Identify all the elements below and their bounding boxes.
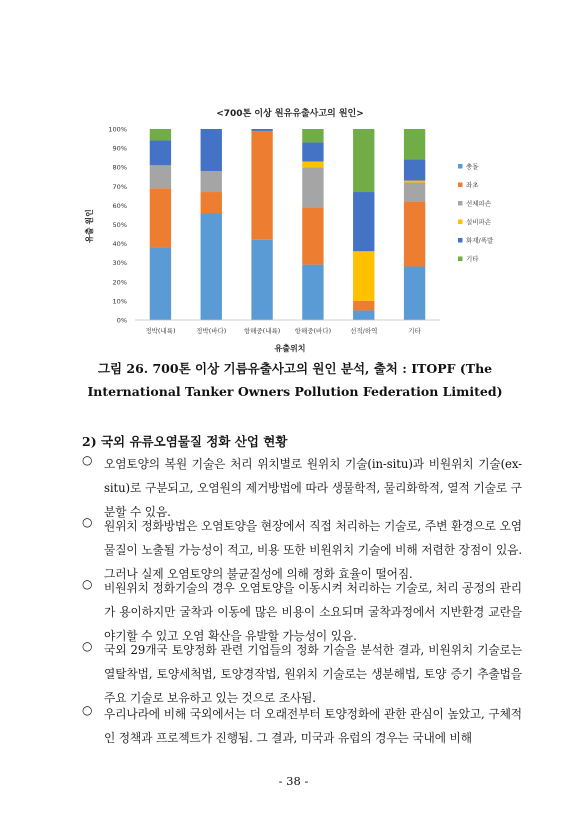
bar-segment <box>353 301 374 311</box>
figure-caption-line-1: 그림 26. 700톤 이상 기름유출사고의 원인 분석, 출처 : ITOPF (The <box>97 361 493 376</box>
page-number: - 38 - <box>278 774 309 788</box>
bar-segment <box>404 160 425 181</box>
x-tick-label: 정박(내륙) <box>145 327 176 335</box>
y-tick-label: 90% <box>112 144 127 153</box>
y-tick-label: 20% <box>112 278 127 287</box>
legend-label: 기타 <box>466 255 479 263</box>
section-title: 2) 국외 유류오염물질 정화 산업 현황 <box>82 434 288 449</box>
paragraph-text: 우리나라에 비해 국외에서는 더 오래전부터 토양정화에 관한 관심이 높았고, 구체적인 정책과 프로젝트가 진행됨. 그 결과, 미국과 유럽의 경우는 국내에 비해 <box>104 707 522 745</box>
bar-segment <box>150 188 171 247</box>
bar-segment <box>353 192 374 251</box>
x-axis-ticks <box>145 326 421 335</box>
paragraph-5 <box>82 702 522 750</box>
bar-segment <box>302 142 323 161</box>
bar-segment <box>251 131 272 240</box>
paragraph-text: 국외 29개국 토양정화 관련 기업들의 정화 기술을 분석한 결과, 비원위치 기술로는 열탈착법, 토양세척법, 토양경작법, 원위치 기술로는 생분해법, 토양 증기 추출법을 주요 기술로 보유하고 있는 것으로 조사됨. <box>104 643 522 705</box>
legend-label: 선체파손 <box>466 199 492 208</box>
bar-segment <box>302 129 323 142</box>
x-tick-label: 기타 <box>408 327 421 335</box>
bar-segment <box>201 171 222 192</box>
bar-segment <box>302 265 323 320</box>
bar-segment <box>150 140 171 165</box>
bullet-icon: ○ <box>82 703 93 717</box>
y-tick-label: 100% <box>108 125 127 134</box>
y-tick-label: 80% <box>112 163 127 172</box>
paragraph-text: 원위치 정화방법은 오염토양을 현장에서 직접 처리하는 기술로, 주변 환경으로 오염물질이 노출될 가능성이 적고, 비용 또한 비원위치 기술에 비해 저렴한 장점이 있음. 그러나 실제 오염토양의 불균질성에 의해 정화 효율이 떨어짐. <box>104 519 522 581</box>
bar-segment <box>302 161 323 167</box>
bar-segment <box>353 310 374 320</box>
bar-segment <box>404 129 425 160</box>
y-tick-label: 10% <box>112 297 127 306</box>
y-tick-label: 70% <box>112 182 127 191</box>
paragraph-text: 오염토양의 복원 기술은 처리 위치별로 원위치 기술(in-situ)과 비원위치 기술(ex-situ)로 구분되고, 오염원의 제거방법에 따라 생물학적, 물리화학적, 열적 기술로 구분할 수 있음. <box>104 457 522 519</box>
x-tick-label: 정박(바다) <box>196 327 227 335</box>
y-tick-label: 30% <box>112 259 127 268</box>
bar-series <box>150 129 426 320</box>
bar-segment <box>404 202 425 267</box>
y-axis-ticks <box>108 126 127 325</box>
legend-swatch <box>458 257 463 262</box>
legend-swatch <box>458 238 463 243</box>
y-tick-label: 60% <box>112 201 127 210</box>
chart-legend <box>458 162 494 264</box>
bullet-icon: ○ <box>82 577 93 591</box>
legend-label: 설비파손 <box>466 218 492 226</box>
bar-segment <box>353 129 374 192</box>
bullet-icon: ○ <box>82 639 93 653</box>
bullet-icon: ○ <box>82 453 93 467</box>
bar-segment <box>251 240 272 320</box>
bar-segment <box>150 165 171 188</box>
bar-segment <box>404 181 425 183</box>
y-tick-label: 0% <box>116 316 127 325</box>
chart-title: <700톤 이상 원유유출사고의 원인> <box>216 109 364 119</box>
x-tick-label: 항해중(내륙) <box>243 327 281 335</box>
legend-swatch <box>458 201 463 206</box>
bar-segment <box>251 129 272 131</box>
paragraph-text: 비원위치 정화기술의 경우 오염토양을 이동시켜 처리하는 기술로, 처리 공정의 관리가 용이하지만 굴착과 이동에 많은 비용이 소요되며 굴착과정에서 지반환경 교란을 야기할 수 있고 오염 확산을 유발할 가능성이 있음. <box>104 581 522 643</box>
bar-segment <box>201 192 222 213</box>
bullet-icon: ○ <box>82 515 93 529</box>
legend-label: 화재/폭발 <box>466 236 494 245</box>
bar-segment <box>201 213 222 320</box>
legend-label: 좌초 <box>466 181 479 189</box>
figure-caption-line-2: International Tanker Owners Pollution Federation Limited) <box>87 384 503 399</box>
y-tick-label: 50% <box>112 221 127 229</box>
cause-chart <box>80 96 510 356</box>
paragraph-4 <box>82 638 522 710</box>
bar-segment <box>404 182 425 201</box>
x-tick-label: 항해중(바다) <box>294 327 332 335</box>
legend-label: 충돌 <box>466 162 479 171</box>
chart-y-axis-label: 유출 원인 <box>85 209 94 243</box>
x-tick-label: 선적/하역 <box>350 327 378 335</box>
bar-segment <box>302 207 323 264</box>
legend-swatch <box>458 164 463 169</box>
bar-segment <box>150 247 171 320</box>
bar-segment <box>201 129 222 171</box>
legend-swatch <box>458 183 463 188</box>
chart-x-axis-label: 유출위치 <box>274 344 306 353</box>
legend-swatch <box>458 220 463 225</box>
bar-segment <box>404 267 425 320</box>
y-tick-label: 40% <box>112 240 127 249</box>
bar-segment <box>353 251 374 301</box>
bar-segment <box>302 167 323 207</box>
bar-segment <box>150 129 171 140</box>
